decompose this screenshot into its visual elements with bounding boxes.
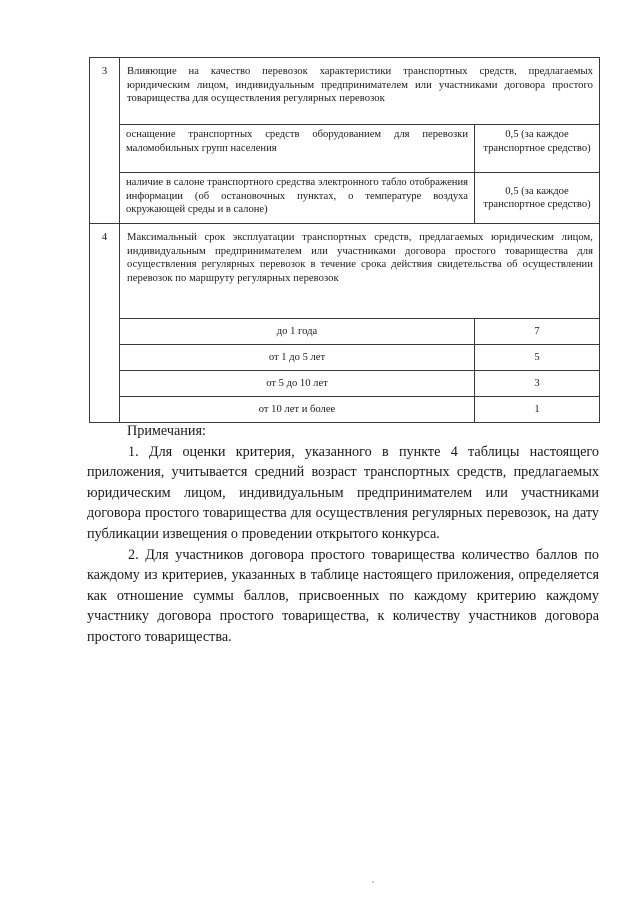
row-number-4: 4 [90,224,120,423]
table-row [90,371,600,397]
table-row-3-header [90,58,600,125]
age-range-score: 5 [475,345,600,371]
age-range-score: 3 [475,371,600,397]
criterion-3-subitem-1-score: 0,5 (за каждое транспортное средство) [475,125,600,173]
age-range-label: до 1 года [120,319,475,345]
table-row [90,397,600,423]
age-range-score: 7 [475,319,600,345]
table-row [90,173,600,224]
row-number-3: 3 [90,58,120,224]
age-range-score: 1 [475,397,600,423]
criterion-3-title: Влияющие на качество перевозок характеристики транспортных средств, предлагаемых юридическим лицом, индивидуальным предпринимателем или участниками договора простого товарищества для осуществления регулярных перевозок [120,58,600,125]
age-range-label: от 1 до 5 лет [120,345,475,371]
criterion-3-subitem-2: наличие в салоне транспортного средства электронного табло отображения информации (об остановочных пунктах, о температуре воздуха окружающей среды и в салоне) [120,173,475,224]
age-range-label: от 10 лет и более [120,397,475,423]
notes-section [87,421,599,648]
criterion-3-subitem-2-score: 0,5 (за каждое транспортное средство) [475,173,600,224]
scan-dot-mark [372,881,374,883]
note-paragraph-1: 1. Для оценки критерия, указанного в пункте 4 таблицы настоящего приложения, учитывается средний возраст транспортных средств, предлагаемых юридическим лицом, индивидуальным предпринимателем или участниками договора простого товарищества для осуществления регулярных перевозок, на дату публикации извещения о проведении открытого конкурса. [87,443,599,542]
notes-title: Примечания: [127,423,206,439]
criterion-4-title: Максимальный срок эксплуатации транспортных средств, предлагаемых юридическим лицом, индивидуальным предпринимателем или участниками договора простого товарищества для осуществления регулярных перевозок в течение срока действия свидетельства об осуществлении перевозок по маршруту регулярных перевозок [120,224,600,319]
table-row [90,345,600,371]
table-row [90,125,600,173]
criteria-table [89,57,600,423]
criterion-3-subitem-1: оснащение транспортных средств оборудованием для перевозки маломобильных групп населения [120,125,475,173]
table-row-4-header [90,224,600,319]
note-paragraph-2: 2. Для участников договора простого товарищества количество баллов по каждому из критериев, указанных в таблице настоящего приложения, определяется как отношение суммы баллов, присвоенных по каждому критерию каждому участнику договора простого товарищества, к количеству участников договора простого товарищества. [87,546,599,645]
table-row [90,319,600,345]
age-range-label: от 5 до 10 лет [120,371,475,397]
